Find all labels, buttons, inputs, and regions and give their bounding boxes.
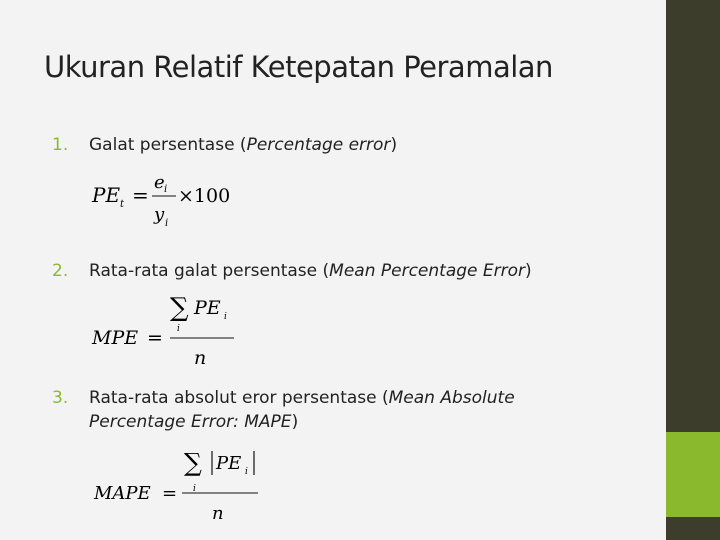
svg-text:i: i [165, 218, 169, 229]
formula-mpe [92, 286, 252, 376]
formula-pe [92, 170, 242, 236]
svg-text:MPE: MPE [92, 327, 139, 349]
list-text: Galat persentase (Percentage error) [89, 135, 398, 155]
svg-text:i: i [164, 184, 168, 195]
svg-text:i: i [224, 312, 227, 322]
svg-text:MAPE: MAPE [94, 483, 151, 504]
list-text: Rata-rata absolut eror persentase (Mean Absolute Percentage Error: MAPE) [89, 388, 515, 432]
svg-text:n: n [212, 503, 224, 524]
list-number: 3. [52, 388, 69, 408]
formula-mape [94, 447, 274, 529]
svg-text:i: i [245, 467, 248, 477]
svg-text:i: i [193, 484, 196, 494]
svg-text:i: i [177, 324, 180, 334]
svg-text:=: = [162, 483, 178, 504]
list-number: 2. [52, 261, 69, 281]
svg-text:∑: ∑ [184, 448, 202, 477]
side-bar-accent [666, 432, 720, 517]
list-number: 1. [52, 135, 69, 155]
svg-text:e: e [154, 172, 165, 193]
svg-text:=: = [147, 327, 163, 349]
slide-title: Ukuran Relatif Ketepatan Peramalan [44, 50, 553, 84]
svg-text:PE: PE [194, 297, 221, 319]
svg-text:t: t [120, 199, 125, 210]
svg-text:n: n [194, 347, 207, 369]
svg-text:=: = [132, 183, 149, 207]
svg-text:×100: ×100 [178, 185, 231, 207]
svg-text:∑: ∑ [170, 293, 189, 323]
list-text: Rata-rata galat persentase (Mean Percentage Error) [89, 261, 532, 281]
formula-lhs: PE [92, 183, 121, 207]
svg-text:y: y [154, 204, 165, 225]
svg-text:PE: PE [216, 453, 242, 474]
